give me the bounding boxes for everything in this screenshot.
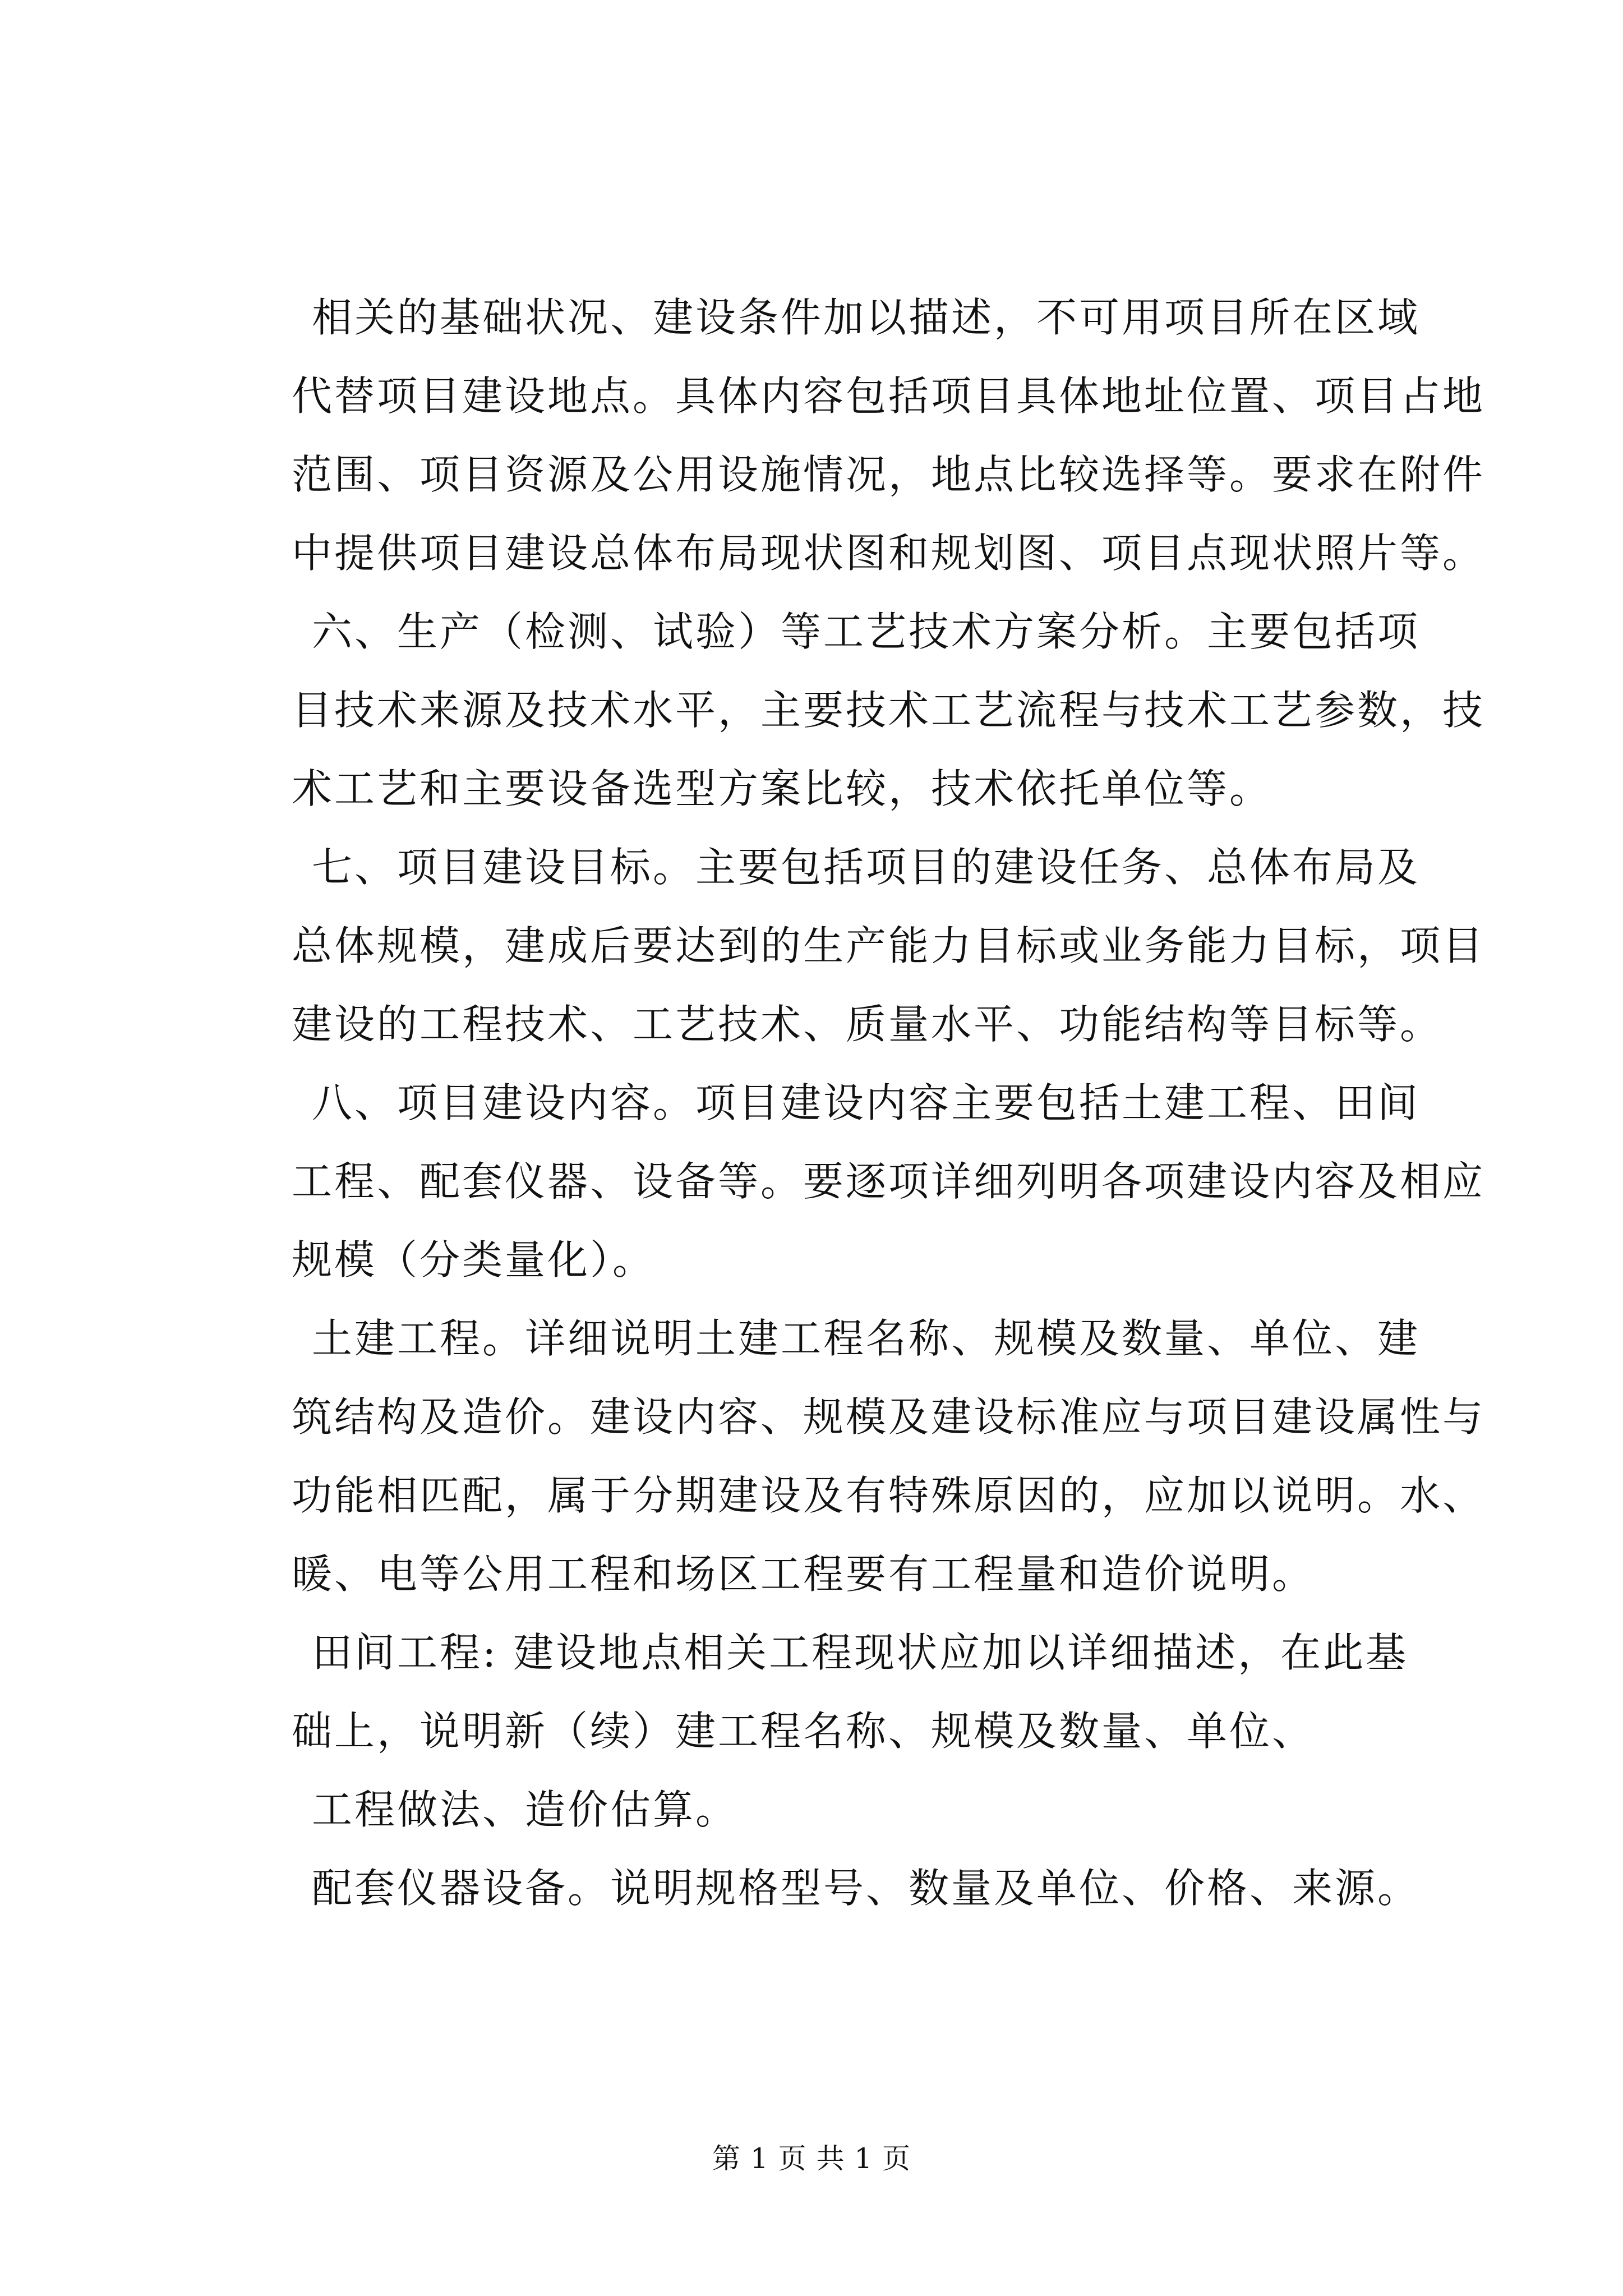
text-line: 相关的基础状况、建设条件加以描述，不可用项目所在区域 (312, 294, 1421, 341)
text-line: 配套仪器设备。说明规格型号、数量及单位、价格、来源。 (312, 1865, 1421, 1912)
text-line: 田间工程: 建设地点相关工程现状应加以详细描述，在此基 (312, 1629, 1409, 1676)
text-line: 范围、项目资源及公用设施情况，地点比较选择等。要求在附件 (292, 451, 1486, 498)
text-line: 筑结构及造价。建设内容、规模及建设标准应与项目建设属性与 (292, 1393, 1486, 1441)
text-line: 建设的工程技术、工艺技术、质量水平、功能结构等目标等。 (292, 1001, 1443, 1048)
text-line: 七、项目建设目标。主要包括项目的建设任务、总体布局及 (312, 844, 1421, 891)
text-line: 础上，说明新（续）建工程名称、规模及数量、单位、 (292, 1708, 1315, 1755)
text-line: 暖、电等公用工程和场区工程要有工程量和造价说明。 (292, 1550, 1315, 1598)
text-line: 代替项目建设地点。具体内容包括项目具体地址位置、项目占地 (292, 372, 1486, 420)
text-line: 六、生产（检测、试验）等工艺技术方案分析。主要包括项 (312, 608, 1421, 655)
text-line: 功能相匹配，属于分期建设及有特殊原因的，应加以说明。水、 (292, 1472, 1486, 1519)
text-line: 土建工程。详细说明土建工程名称、规模及数量、单位、建 (312, 1315, 1421, 1362)
text-line: 术工艺和主要设备选型方案比较，技术依托单位等。 (292, 765, 1272, 812)
text-line: 工程、配套仪器、设备等。要逐项详细列明各项建设内容及相应 (292, 1158, 1486, 1205)
page-footer: 第 1 页 共 1 页 (712, 2142, 911, 2175)
text-line: 目技术来源及技术水平，主要技术工艺流程与技术工艺参数，技 (292, 687, 1486, 734)
text-line: 中提供项目建设总体布局现状图和规划图、项目点现状照片等。 (292, 530, 1486, 577)
text-line: 规模（分类量化）。 (292, 1236, 656, 1283)
text-line: 工程做法、造价估算。 (312, 1786, 739, 1833)
text-line: 八、项目建设内容。项目建设内容主要包括土建工程、田间 (312, 1079, 1421, 1126)
text-line: 总体规模，建成后要达到的生产能力目标或业务能力目标，项目 (292, 922, 1486, 969)
